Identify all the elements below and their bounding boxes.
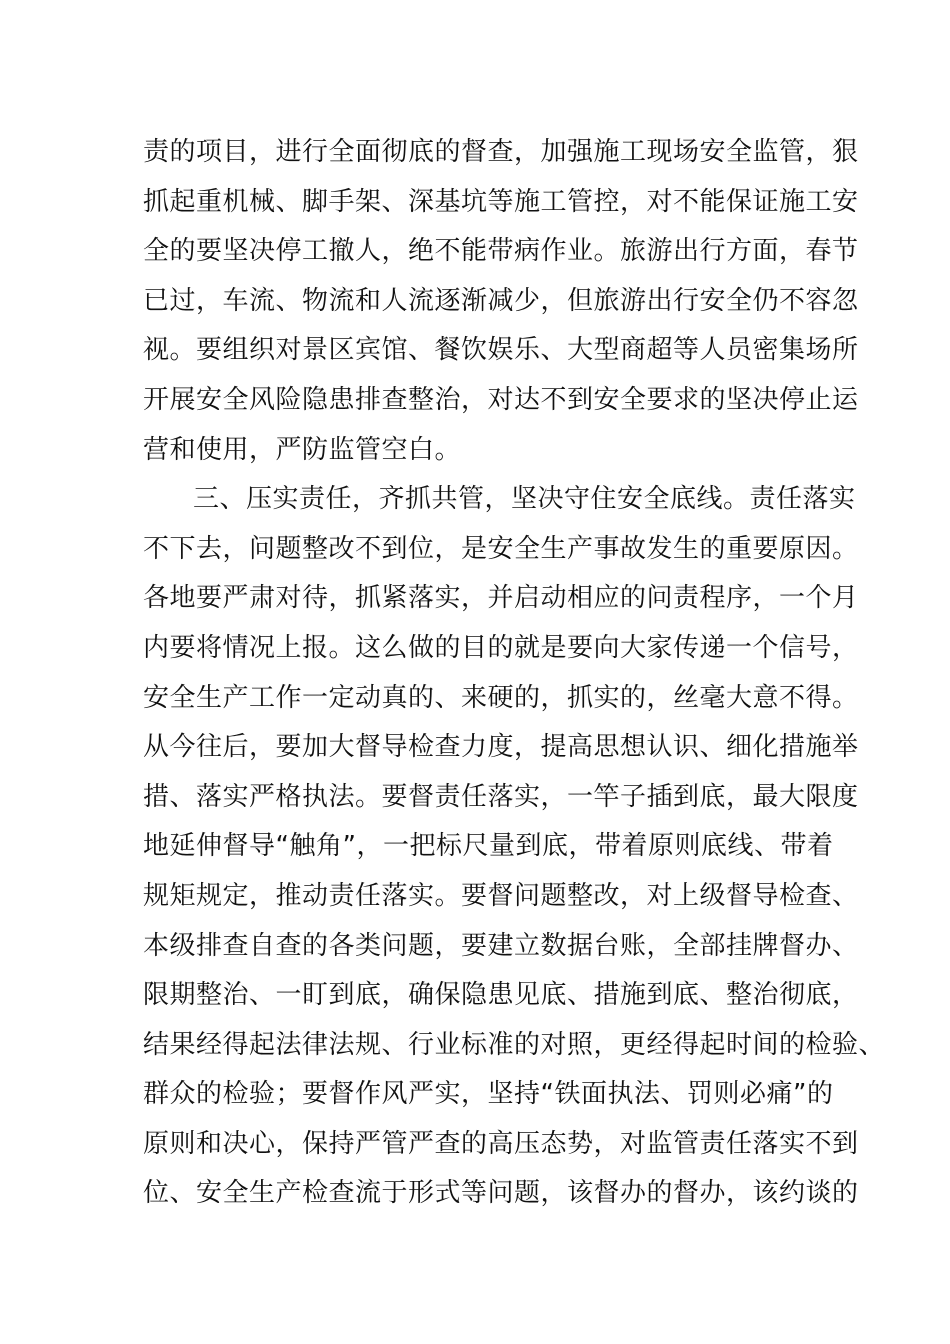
section-heading-line: 三、压实责任，齐抓共管，坚决守住安全底线。责任落实 bbox=[193, 484, 856, 515]
text-line: 原则和决心，保持严管严查的高压态势，对监管责任落实不到 bbox=[143, 1128, 859, 1159]
text-line: 安全生产工作一定动真的、来硬的，抓实的，丝毫大意不得。 bbox=[143, 682, 859, 713]
text-line: 全的要坚决停工撤人，绝不能带病作业。旅游出行方面，春节 bbox=[143, 236, 859, 267]
text-line: 群众的检验；要督作风严实，坚持“铁面执法、罚则必痛”的 bbox=[143, 1079, 834, 1110]
text-line: 视。要组织对景区宾馆、餐饮娱乐、大型商超等人员密集场所 bbox=[143, 335, 859, 366]
text-line: 规矩规定，推动责任落实。要督问题整改，对上级督导检查、 bbox=[143, 880, 859, 911]
text-line: 已过，车流、物流和人流逐渐减少，但旅游出行安全仍不容忽 bbox=[143, 285, 859, 316]
text-line: 不下去，问题整改不到位，是安全生产事故发生的重要原因。 bbox=[143, 533, 859, 564]
text-line: 本级排查自查的各类问题，要建立数据台账，全部挂牌督办、 bbox=[143, 930, 859, 961]
text-line: 限期整治、一盯到底，确保隐患见底、措施到底、整治彻底， bbox=[143, 980, 859, 1011]
text-line: 内要将情况上报。这么做的目的就是要向大家传递一个信号， bbox=[143, 632, 859, 663]
text-line: 开展安全风险隐患排查整治，对达不到安全要求的坚决停止运 bbox=[143, 384, 859, 415]
body-text bbox=[143, 128, 886, 1219]
text-line: 从今往后，要加大督导检查力度，提高思想认识、细化措施举 bbox=[143, 732, 859, 763]
text-line: 位、安全生产检查流于形式等问题，该督办的督办，该约谈的 bbox=[143, 1178, 859, 1209]
text-line: 地延伸督导“触角”，一把标尺量到底，带着原则底线、带着 bbox=[143, 831, 834, 862]
text-line: 结果经得起法律法规、行业标准的对照，更经得起时间的检验、 bbox=[143, 1029, 886, 1060]
text-line: 营和使用，严防监管空白。 bbox=[143, 434, 462, 465]
text-line: 抓起重机械、脚手架、深基坑等施工管控，对不能保证施工安 bbox=[143, 186, 859, 217]
text-line: 各地要严肃对待，抓紧落实，并启动相应的问责程序，一个月 bbox=[143, 583, 859, 614]
text-line: 措、落实严格执法。要督责任落实，一竿子插到底，最大限度 bbox=[143, 781, 859, 812]
text-line: 责的项目，进行全面彻底的督查，加强施工现场安全监管，狠 bbox=[143, 137, 859, 167]
